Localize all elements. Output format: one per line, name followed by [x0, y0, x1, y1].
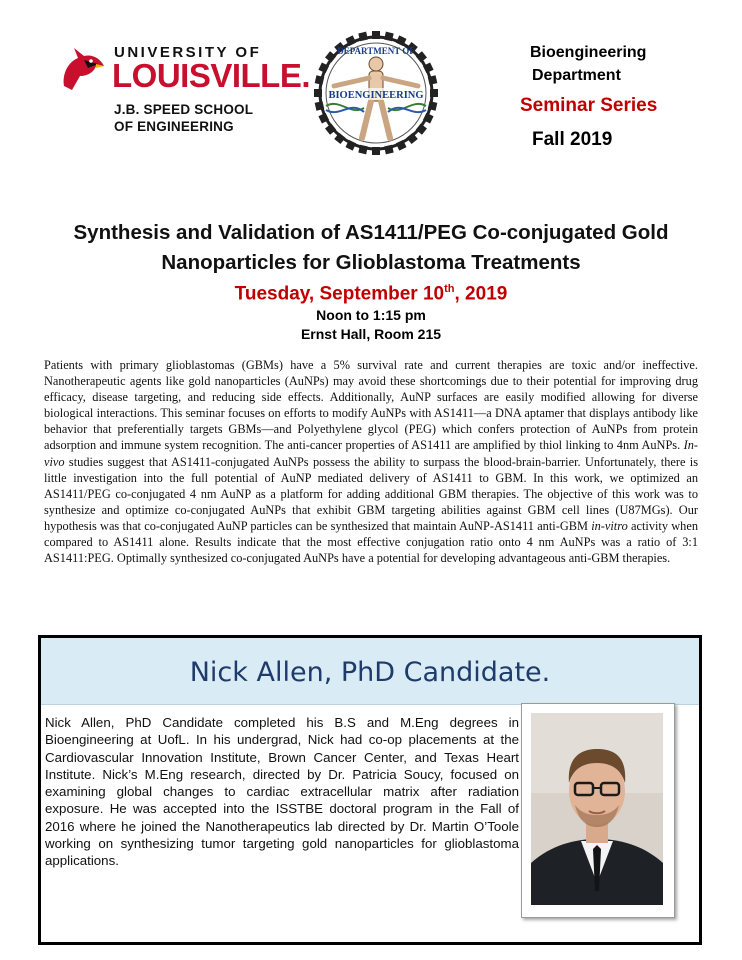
talk-date-main: Tuesday, September 10 — [234, 283, 445, 305]
series-department: Department — [532, 67, 621, 84]
series-seminar-series: Seminar Series — [520, 95, 658, 116]
speaker-banner — [41, 638, 699, 705]
gear-tooth — [372, 31, 380, 39]
seal-department-text: DEPARTMENT OF — [337, 46, 415, 56]
logo-university-of: UNIVERSITY OF — [114, 44, 262, 61]
speaker-name: Nick Allen, PhD Candidate. — [189, 657, 551, 688]
abstract-in-vitro: in-vitro — [591, 518, 628, 533]
abstract-part2: studies suggest that AS1411-conjugated AuNPs possess the ability to surpass the blood-brain-barrier. Unfortunately, there is little investigation into the full potential of AuNP mediated delivery of AS1411 to GBM. In this work, we optimized an AS1411/PEG co-conjugated 4 nm AuNP as a platform for adding additional GBM therapies. The objective of this work was to synthesize and optimize co-conjugated AuNPs that exhibit GBM targeting abilities against GBM cell lines (U87MGs). Our hypothesis was that co-conjugated AuNP particles can be synthesized that maintain AuNP-AS1411 anti-GBM — [44, 454, 698, 533]
talk-date-year: , 2019 — [454, 283, 508, 305]
cardinal-bird-icon — [58, 46, 108, 94]
talk-time: Noon to 1:15 pm — [316, 307, 426, 323]
abstract-paragraph — [44, 357, 698, 566]
gear-tooth — [314, 89, 322, 97]
gear-tooth — [430, 89, 438, 97]
abstract-part1: Patients with primary glioblastomas (GBMs) have a 5% survival rate and current therapies are toxic and/or ineffective. Nanotherapeutic agents like gold nanoparticles (AuNPs) may avoid these shortcomings due to their potential for improving drug efficacy, disease targeting, and reducing side effects. Additionally, AuNP surfaces are easily modified allowing for diverse biological interactions. This seminar focuses on efforts to modify AuNPs with AS1411—a DNA aptamer that displays antibody like behavior that preferentially targets GBMs—and Polyethylene glycol (PEG) which confers protection of AuNPs from protein adsorption and immune system recognition. The anti-cancer properties of AS1411 are amplified by thiol linking to 4nm AuNPs. — [44, 358, 698, 453]
talk-location: Ernst Hall, Room 215 — [300, 326, 442, 342]
logo-of-engineering: OF ENGINEERING — [114, 119, 234, 134]
talk-title-line1: Synthesis and Validation of AS1411/PEG Co-conjugated Gold — [73, 221, 669, 244]
seal-bioengineering-text: BIOENGINEERING — [328, 90, 424, 101]
talk-title-line2: Nanoparticles for Glioblastoma Treatments — [161, 251, 581, 274]
university-logo — [58, 40, 311, 140]
speaker-bio: Nick Allen, PhD Candidate completed his B.S and M.Eng degrees in Bioengineering at UofL. In his undergrad, Nick had co-op placements at the Cardiovascular Innovation Institute, Brown Cancer Center, and Texas Heart Institute. Nick’s M.Eng research, directed by Dr. Patricia Soucy, focused on examining global changes to cardiac extracellular matrix after radiation exposure. He was accepted into the ISSTBE doctoral program in the Fall of 2016 where he joined the Nanotherapeutics lab directed by Dr. Martin O’Toole working on synthesizing tumor targeting gold nanoparticles for glioblastoma applications. — [45, 715, 519, 869]
talk-date-ordinal: th — [444, 283, 455, 295]
gear-tooth — [372, 147, 380, 155]
series-term: Fall 2019 — [532, 129, 613, 150]
talk-title — [20, 218, 722, 278]
logo-speed-school: J.B. SPEED SCHOOL — [114, 102, 254, 117]
series-bioengineering: Bioengineering — [530, 44, 647, 61]
logo-louisville: LOUISVILLE. — [112, 57, 311, 94]
speaker-photo-frame — [521, 703, 675, 918]
bioengineering-department-seal — [310, 28, 442, 158]
talk-date — [0, 283, 742, 305]
abstract-part3: activity when compared to AS1411 alone. Results indicate that the most effective conjugation ratio onto 4 nm AuNPs was a ratio of 3:1 AS1411:PEG. Optimally synthesized co-conjugated AuNPs have a potential for developing advantageous anti-GBM therapies. — [44, 518, 698, 566]
speaker-photo — [531, 713, 663, 905]
speaker-box — [38, 635, 702, 945]
abstract-in-vivo: In-vivo — [44, 438, 698, 469]
